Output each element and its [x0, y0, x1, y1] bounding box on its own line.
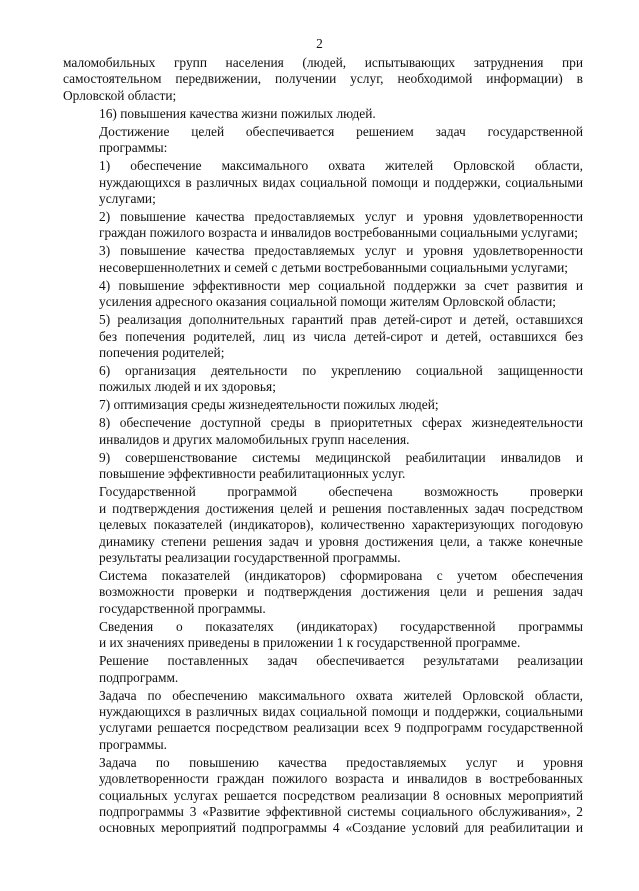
- text-line: социальных услугах решается посредством реализации 8 основных мероприятий: [99, 787, 583, 803]
- text-line: Государственной программой обеспечена возможность проверки: [99, 484, 583, 500]
- text-line: целевых показателей (индикаторов), количественно характеризующих погодовую: [99, 517, 583, 533]
- text-line: 3) повышение качества предоставляемых услуг и уровня удовлетворенности: [99, 243, 583, 259]
- text-line: Задача по обеспечению максимального охвата жителей Орловской области,: [99, 687, 583, 703]
- paragraph: [63, 209, 583, 242]
- text-line: программы.: [99, 736, 167, 752]
- text-line: Орловской области;: [63, 87, 177, 103]
- text-line: нуждающихся в различных видах социальной помощи и поддержки, социальными: [99, 703, 583, 719]
- text-line: пожилых людей и их здоровья;: [99, 379, 276, 395]
- text-line: динамику степени решения задач и уровня достижения цели, а также конечные: [99, 533, 583, 549]
- text-line: попечения родителей;: [99, 345, 225, 361]
- text-line: 1) обеспечение максимального охвата жителей Орловской области,: [99, 158, 583, 174]
- document-body: [63, 55, 583, 838]
- text-line: удовлетворенности граждан пожилого возраста и инвалидов в востребованных: [99, 771, 583, 787]
- text-line: 6) организация деятельности по укреплению социальной защищенности: [99, 363, 583, 379]
- text-line: 4) повышение эффективности мер социальной поддержки за счет развития и: [99, 277, 583, 293]
- text-line: без попечения родителей, лиц из числа детей-сирот и детей, оставшихся без: [99, 328, 583, 344]
- text-line: 2) повышение качества предоставляемых услуг и уровня удовлетворенности: [99, 209, 583, 225]
- text-line: услугами решается посредством реализации всех 9 подпрограмм государственной: [99, 720, 583, 736]
- text-line: инвалидов и других маломобильных групп населения.: [99, 431, 410, 447]
- paragraph: [63, 415, 583, 448]
- paragraph: [63, 653, 583, 686]
- text-line: Задача по повышению качества предоставляемых услуг и уровня: [99, 754, 583, 770]
- paragraph: [63, 312, 583, 361]
- text-line: программы:: [99, 140, 168, 156]
- paragraph: [63, 278, 583, 311]
- text-line: результаты реализации государственной программы.: [99, 549, 401, 565]
- text-line: основных мероприятий подпрограммы 4 «Создание условий для реабилитации и: [99, 820, 583, 836]
- paragraph: [63, 484, 583, 566]
- text-line: Сведения о показателях (индикаторах) государственной программы: [99, 618, 583, 634]
- page-number: 2: [316, 36, 323, 51]
- text-line: 9) совершенствование системы медицинской реабилитации инвалидов и: [99, 449, 583, 465]
- paragraph: [63, 124, 583, 157]
- text-line: государственной программы.: [99, 600, 266, 616]
- paragraph: [63, 55, 583, 104]
- paragraph: [63, 688, 583, 754]
- paragraph: [63, 755, 583, 837]
- paragraph: [63, 619, 583, 652]
- paragraph: [63, 363, 583, 396]
- text-line: Решение поставленных задач обеспечивается результатами реализации: [99, 653, 583, 669]
- text-line: граждан пожилого возраста и инвалидов востребованными социальными услугами;: [99, 225, 578, 241]
- paragraph: [63, 106, 583, 122]
- text-line: Система показателей (индикаторов) сформирована с учетом обеспечения: [99, 567, 583, 583]
- paragraph: [63, 158, 583, 207]
- text-line: подпрограммы 3 «Развитие эффективной системы социального обслуживания», 2: [99, 803, 583, 819]
- text-line: усиления адресного оказания социальной помощи жителям Орловской области;: [99, 294, 556, 310]
- text-line: Достижение целей обеспечивается решением задач государственной: [99, 123, 583, 139]
- text-line: 5) реализация дополнительных гарантий прав детей-сирот и детей, оставшихся: [99, 312, 583, 328]
- text-line: 8) обеспечение доступной среды в приоритетных сферах жизнедеятельности: [99, 415, 583, 431]
- text-line: подпрограмм.: [99, 669, 179, 685]
- text-line: несовершеннолетних и семей с детьми востребованными социальными услугами;: [99, 259, 568, 275]
- text-line: 16) повышения качества жизни пожилых людей.: [99, 105, 376, 121]
- text-line: 7) оптимизация среды жизнедеятельности пожилых людей;: [99, 397, 439, 413]
- paragraph: [63, 568, 583, 617]
- paragraph: [63, 243, 583, 276]
- text-line: и их значениях приведены в приложении 1 к государственной программе.: [99, 635, 521, 651]
- text-line: повышение эффективности реабилитационных услуг.: [99, 466, 406, 482]
- text-line: маломобильных групп населения (людей, испытывающих затруднения при: [63, 55, 583, 70]
- paragraph: [63, 397, 583, 413]
- text-line: нуждающихся в различных видах социальной помощи и поддержки, социальными: [99, 174, 583, 190]
- text-line: самостоятельном передвижении, получении услуг, необходимой информации) в: [63, 71, 583, 87]
- text-line: возможности проверки и подтверждения достижения цели и решения задач: [99, 584, 583, 600]
- text-line: услугами;: [99, 191, 156, 207]
- paragraph: [63, 450, 583, 483]
- text-line: и подтверждения достижения целей и решения поставленных задач посредством: [99, 500, 583, 516]
